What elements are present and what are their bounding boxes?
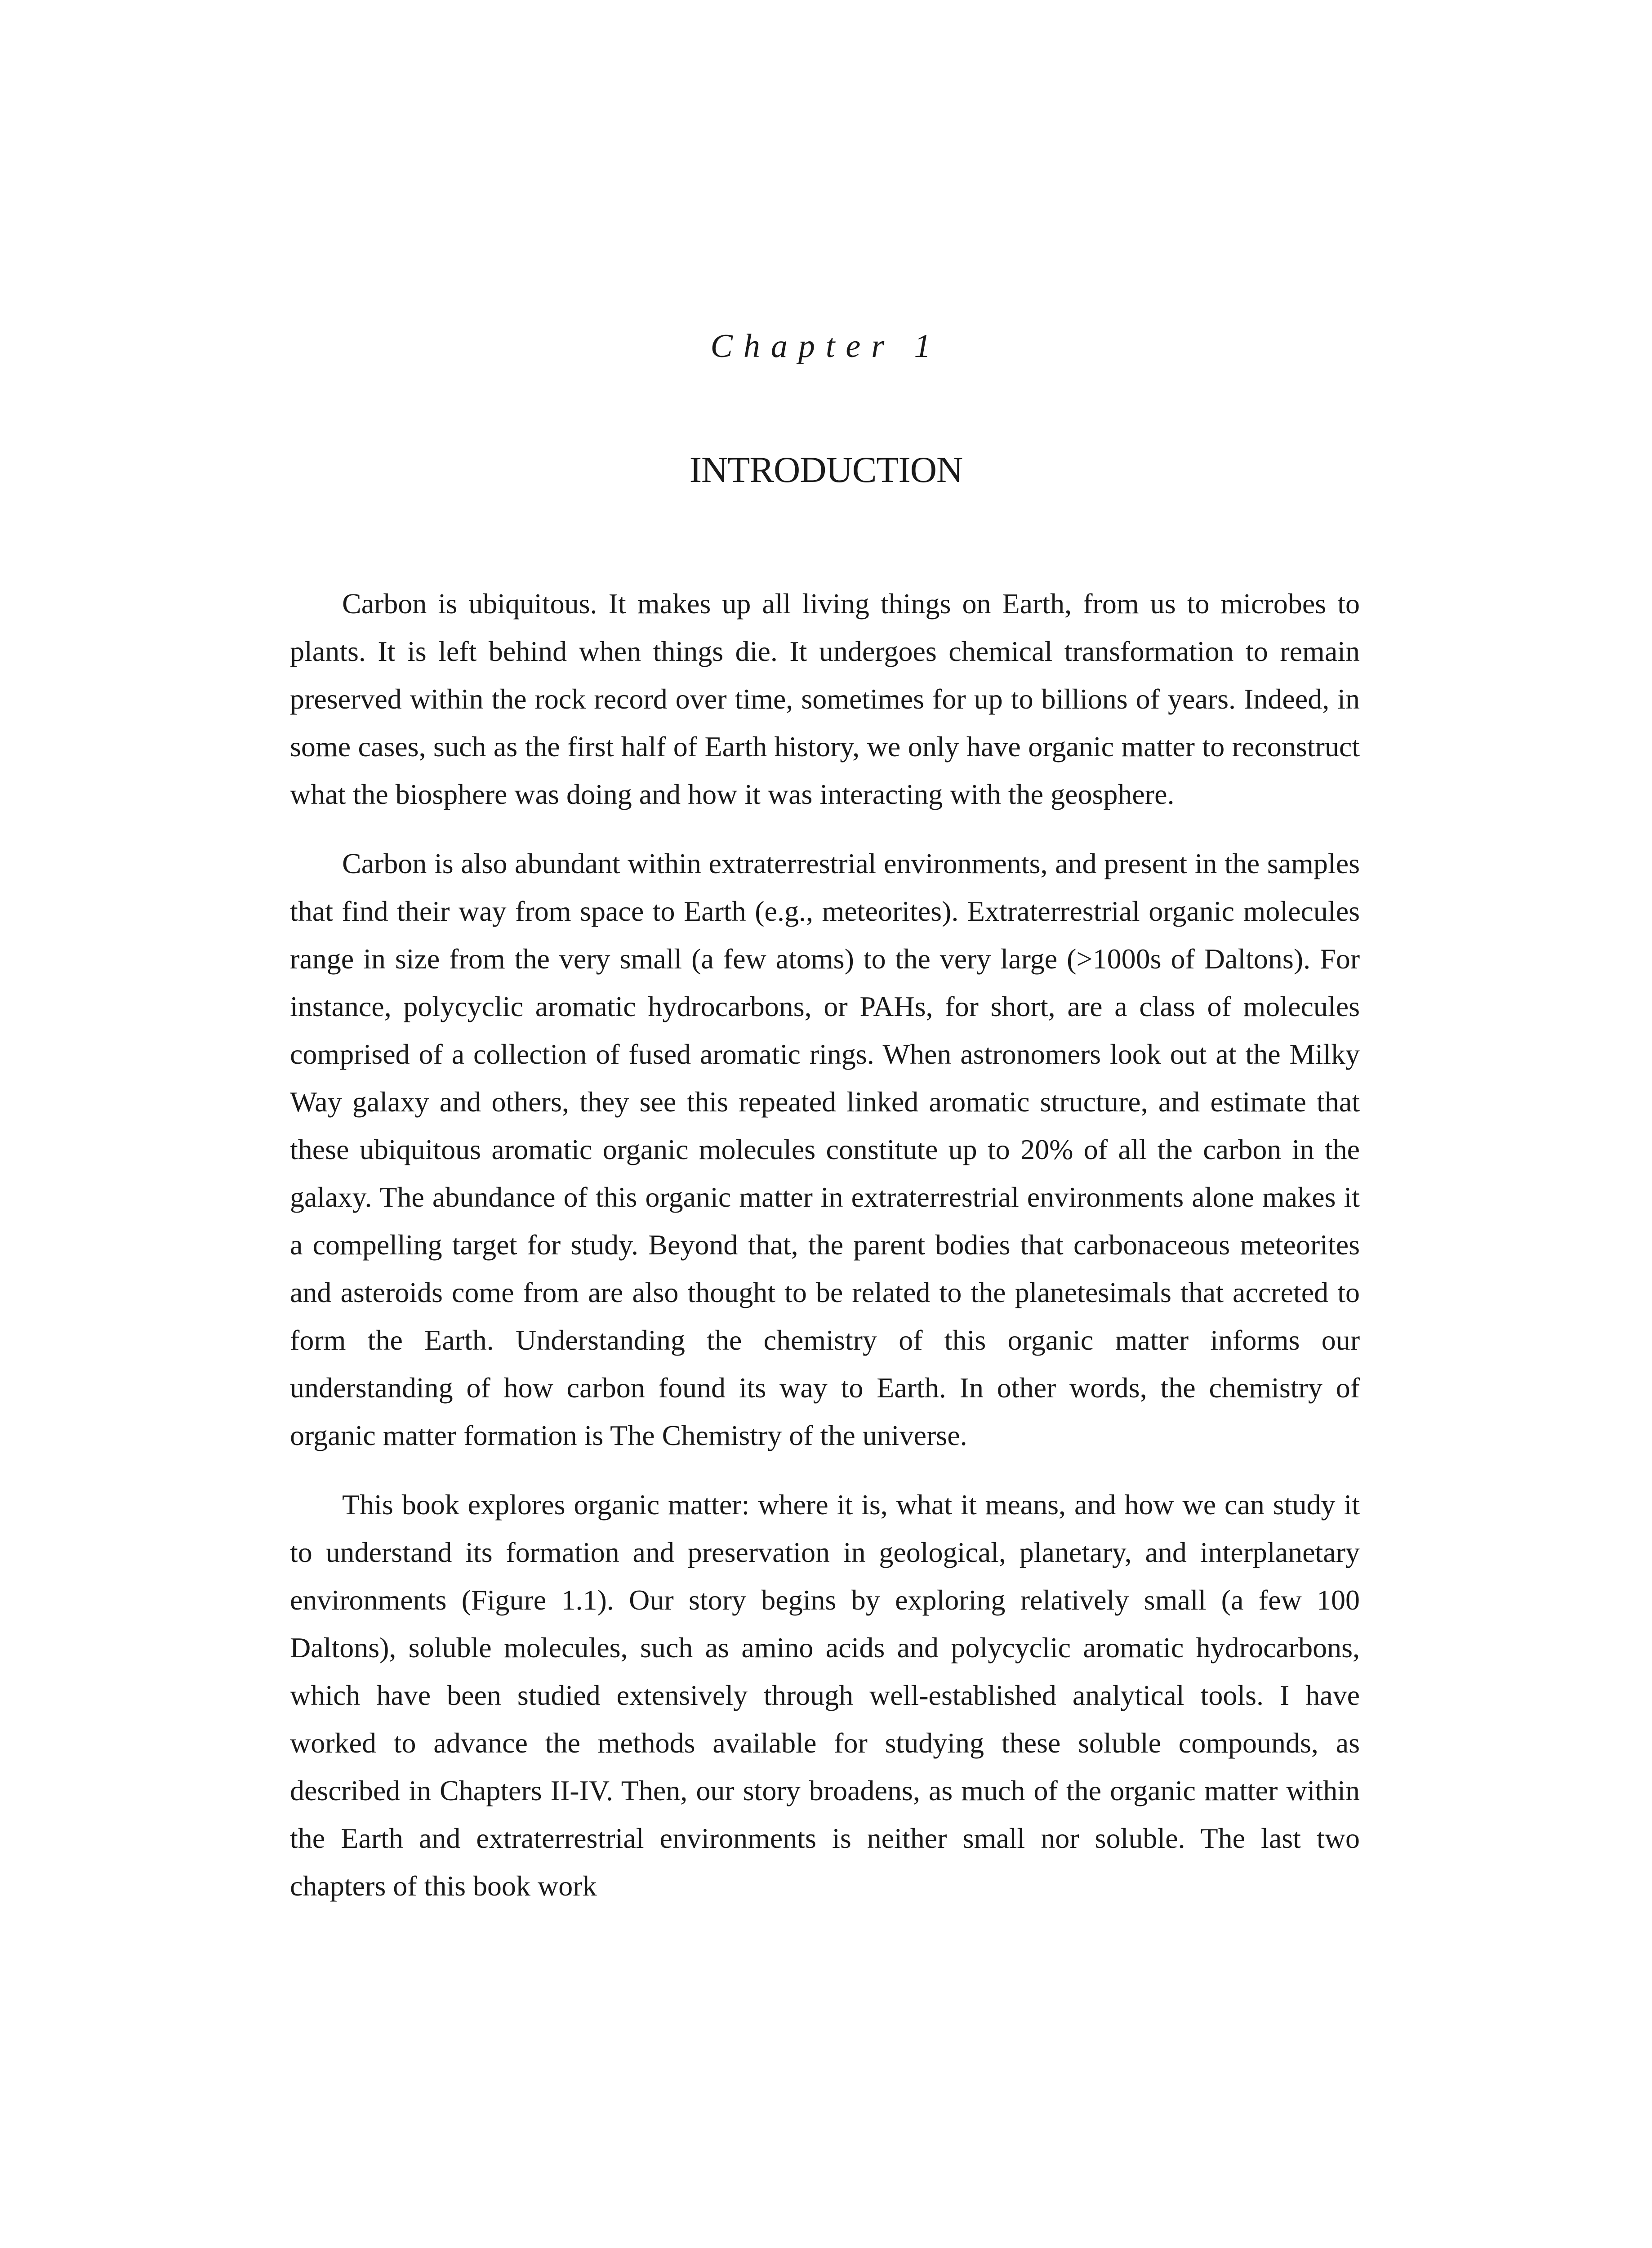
chapter-title: INTRODUCTION — [689, 449, 963, 490]
body-text — [290, 580, 1360, 1931]
chapter-label: Chapter 1 — [710, 328, 942, 365]
paragraph-1: Carbon is ubiquitous. It makes up all living things on Earth, from us to microbes to plants. It is left behind when things die. It undergoes chemical transformation to remain preserved within the rock record over time, sometimes for up to billions of years. Indeed, in some cases, such as the first half of Earth history, we only have organic matter to reconstruct what the biosphere was doing and how it was interacting with the geosphere. — [290, 588, 1360, 810]
paragraph-3: This book explores organic matter: where it is, what it means, and how we can study it to understand its formation and preservation in geological, planetary, and interplanetary environments (Figure 1.1). Our story begins by exploring relatively small (a few 100 Daltons), soluble molecules, such as amino acids and polycyclic aromatic hydrocarbons, which have been studied extensively through well-established analytical tools. I have worked to advance the methods available for studying these soluble compounds, as described in Chapters II-IV. Then, our story broadens, as much of the organic matter within the Earth and extraterrestrial environments is neither small nor soluble. The last two chapters of this book work — [290, 1489, 1360, 1902]
paragraph-2: Carbon is also abundant within extraterrestrial environments, and present in the samples that find their way from space to Earth (e.g., meteorites). Extraterrestrial organic molecules range in size from the very small (a few atoms) to the very large (>1000s of Daltons). For instance, polycyclic aromatic hydrocarbons, or PAHs, for short, are a class of molecules comprised of a collection of fused aromatic rings. When astronomers look out at the Milky Way galaxy and others, they see this repeated linked aromatic structure, and estimate that these ubiquitous aromatic organic molecules constitute up to 20% of all the carbon in the galaxy. The abundance of this organic matter in extraterrestrial environments alone makes it a compelling target for study. Beyond that, the parent bodies that carbonaceous meteorites and asteroids come from are also thought to be related to the planetesimals that accreted to form the Earth. Understanding the chemistry of this organic matter informs our understanding of how carbon found its way to Earth. In other words, the chemistry of organic matter formation is The Chemistry of the universe. — [290, 847, 1360, 1451]
